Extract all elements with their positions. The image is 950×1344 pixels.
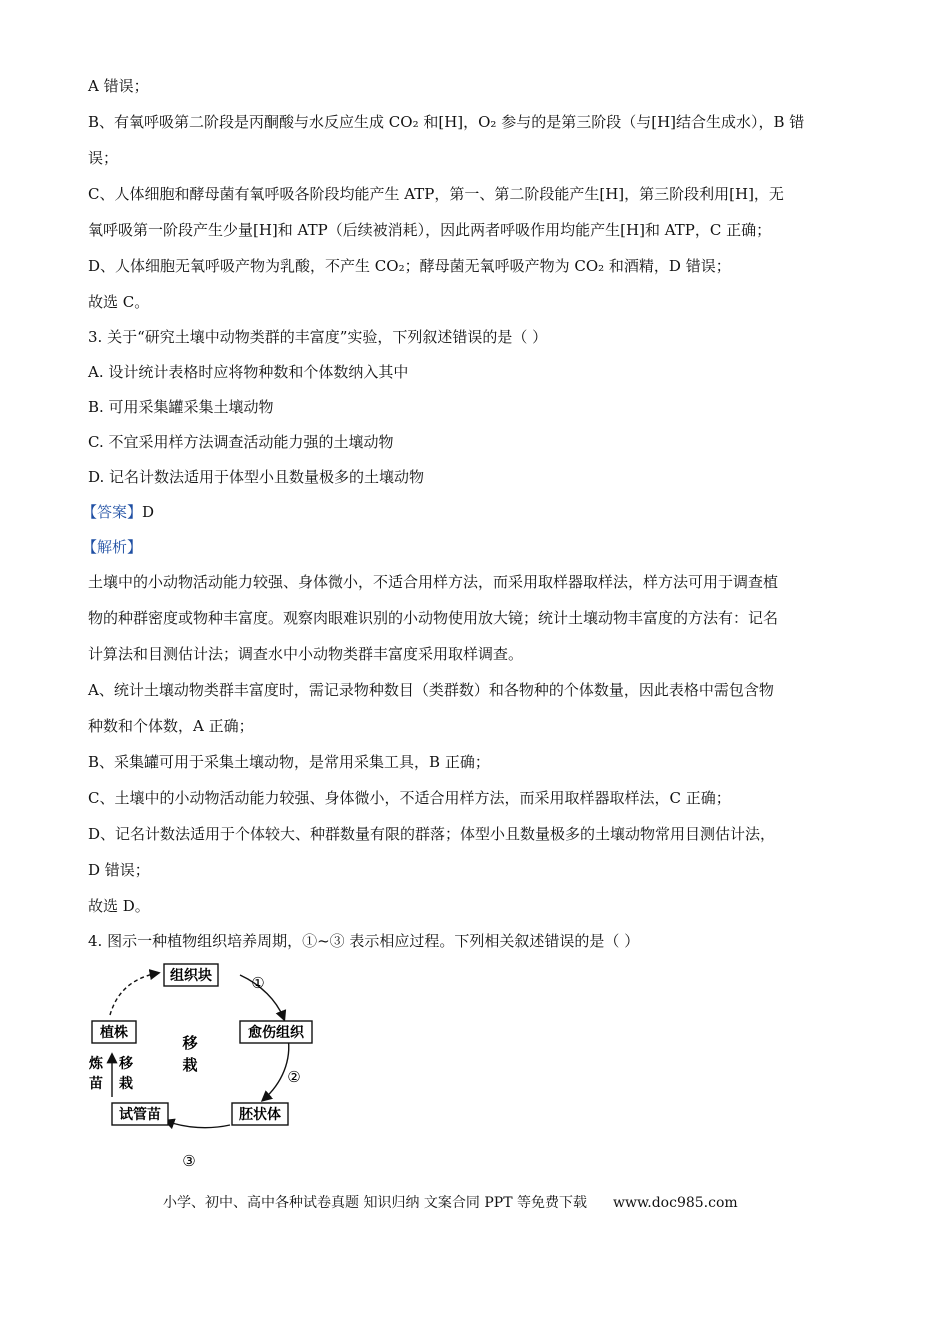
answer-value: D [142, 503, 155, 521]
page-footer [163, 1192, 738, 1212]
question-3-stem: 3. 关于“研究土壤中动物类群的丰富度”实验，下列叙述错误的是（ ） [88, 328, 548, 346]
node-plant-label: 植株 [100, 1025, 128, 1041]
footer-site: www.doc985.com [612, 1195, 738, 1211]
text-line: B、采集罐可用于采集土壤动物，是常用采集工具，B 正确； [88, 753, 490, 771]
step1-label: ① [251, 974, 265, 992]
text-line: D、人体细胞无氧呼吸产物为乳酸，不产生 CO₂；酵母菌无氧呼吸产物为 CO₂ 和酒精，D 错误； [88, 257, 731, 275]
node-tissue-block [164, 964, 218, 986]
footer-text: 小学、初中、高中各种试卷真题 知识归纳 文案合同 PPT 等免费下载 [163, 1195, 587, 1211]
text-line: 故选 C。 [88, 293, 150, 311]
left-label-1-bottom: 苗 [89, 1076, 103, 1092]
text-line: D、记名计数法适用于个体较大、种群数量有限的群落；体型小且数量极多的土壤动物常用目测估计法， [88, 825, 776, 843]
text-line: 物的种群密度或物种丰富度。观察肉眼难识别的小动物使用放大镜；统计土壤动物丰富度的方法有：记名 [88, 609, 779, 627]
left-label-1-top: 炼 [89, 1056, 103, 1072]
node-embryoid [232, 1103, 288, 1125]
option-d: D. 记名计数法适用于体型小且数量极多的土壤动物 [88, 468, 425, 486]
node-plant [92, 1021, 136, 1043]
center-label-2: 栽 [182, 1056, 198, 1074]
text-line: 故选 D。 [88, 897, 150, 915]
question-4-stem: 4. 图示一种植物组织培养周期，①~③ 表示相应过程。下列相关叙述错误的是（ ） [88, 932, 640, 950]
arrow-step3 [166, 1121, 230, 1128]
answer-tag: 【答案】 [82, 503, 143, 521]
text-line: 误； [88, 149, 119, 167]
text-line: D 错误； [88, 861, 150, 879]
option-a: A. 设计统计表格时应将物种数和个体数纳入其中 [88, 363, 409, 381]
option-c: C. 不宜采用样方法调查活动能力强的土壤动物 [88, 433, 394, 451]
arrow-dashed-return [110, 973, 158, 1015]
text-line: A、统计土壤动物类群丰富度时，需记录物种数目（类群数）和各物种的个体数量，因此表格中需包含物 [88, 681, 774, 699]
node-test-tube-seedling [112, 1103, 168, 1125]
node-callus [240, 1021, 312, 1043]
answer-line [82, 502, 154, 522]
option-b: B. 可用采集罐采集土壤动物 [88, 398, 274, 416]
step2-label: ② [287, 1068, 301, 1086]
node-tube-label: 试管苗 [119, 1107, 161, 1123]
text-line: C、土壤中的小动物活动能力较强、身体微小，不适合用样方法，而采用取样器取样法，C 正确； [88, 789, 731, 807]
arrow-step2 [263, 1037, 289, 1100]
node-tissue-label: 组织块 [170, 968, 212, 984]
left-label-2-top: 移 [119, 1056, 133, 1072]
text-line: C、人体细胞和酵母菌有氧呼吸各阶段均能产生 ATP，第一、第二阶段能产生[H]，第三阶段利用[H]，无 [88, 185, 784, 203]
node-callus-label: 愈伤组织 [248, 1025, 304, 1041]
text-line: 种数和个体数，A 正确； [88, 717, 254, 735]
left-label-2-bottom: 栽 [119, 1076, 133, 1092]
node-embryoid-label: 胚状体 [239, 1107, 281, 1123]
center-label-1: 移 [182, 1034, 198, 1052]
text-line: A 错误； [88, 77, 149, 95]
text-line: 氧呼吸第一阶段产生少量[H]和 ATP（后续被消耗），因此两者呼吸作用均能产生[H]和 ATP，C 正确； [88, 221, 772, 239]
text-line: B、有氧呼吸第二阶段是丙酮酸与水反应生成 CO₂ 和[H]，O₂ 参与的是第三阶段（与[H]结合生成水），B 错 [88, 113, 805, 131]
step3-label: ③ [182, 1152, 196, 1170]
tissue-culture-cycle-diagram [80, 955, 330, 1175]
analysis-tag-text: 【解析】 [82, 538, 143, 556]
analysis-tag [82, 537, 142, 557]
text-line: 计算法和目测估计法；调查水中小动物类群丰富度采用取样调查。 [88, 645, 524, 663]
text-line: 土壤中的小动物活动能力较强、身体微小，不适合用样方法，而采用取样器取样法，样方法可用于调查植 [88, 573, 779, 591]
